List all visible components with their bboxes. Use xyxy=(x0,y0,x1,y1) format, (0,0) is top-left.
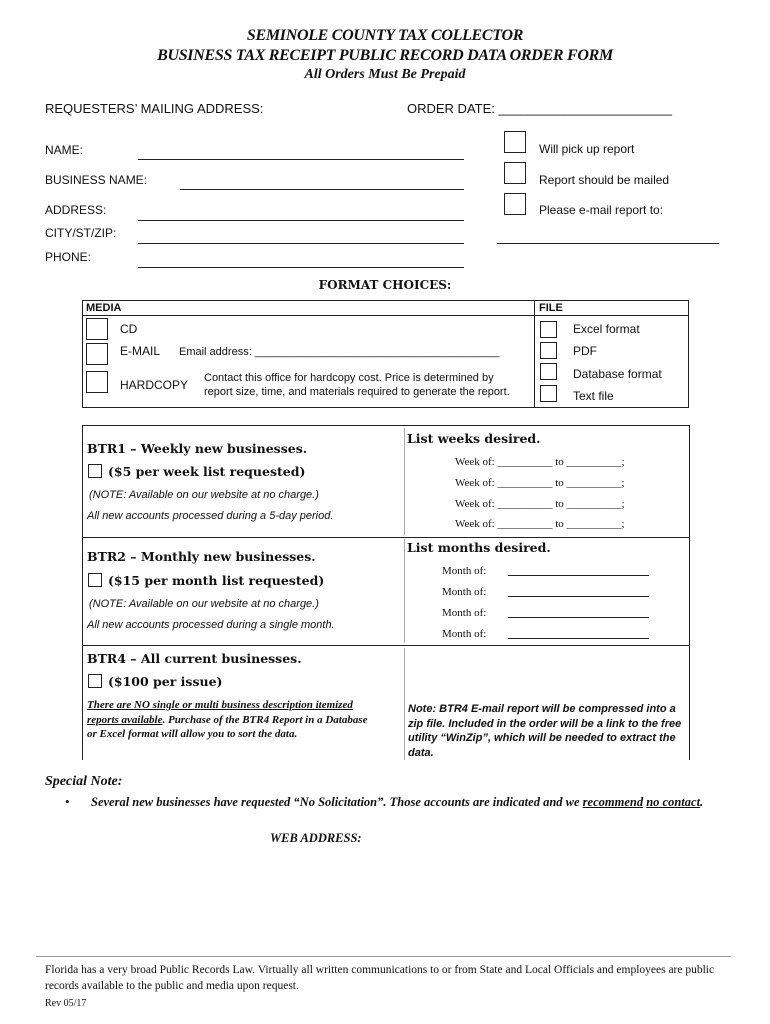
special-note-body: Several new businesses have requested “No Solicitation”. Those accounts are indicated and we xyxy=(91,795,583,809)
excel-label: Excel format xyxy=(573,322,640,336)
pdf-checkbox[interactable] xyxy=(540,342,557,359)
email-media-label: E-MAIL xyxy=(120,344,161,358)
btr1-list-title: List weeks desired. xyxy=(407,431,541,446)
btr-row-divider-1 xyxy=(83,537,689,538)
month-field-1[interactable] xyxy=(508,575,649,576)
hardcopy-label: HARDCOPY xyxy=(120,378,189,392)
btr4-checkbox[interactable] xyxy=(88,674,102,688)
format-choices-title: FORMAT CHOICES: xyxy=(318,278,452,292)
btr1-checkbox[interactable] xyxy=(88,464,102,478)
btr2-period: All new accounts processed during a single month. xyxy=(87,619,335,631)
excel-checkbox[interactable] xyxy=(540,321,557,338)
business-name-label: BUSINESS NAME: xyxy=(45,173,148,187)
special-note-recommend: recommend xyxy=(582,795,644,809)
week-row-4[interactable]: Week of: __________ to __________; xyxy=(455,518,625,530)
web-address-label: WEB ADDRESS: xyxy=(270,831,362,845)
btr1-price: ($5 per week list requested) xyxy=(108,464,306,479)
btr-options-table xyxy=(82,425,690,760)
month-label-4: Month of: xyxy=(442,628,487,640)
email-report-checkbox[interactable] xyxy=(504,193,526,215)
month-label-2: Month of: xyxy=(442,586,487,598)
form-subtitle: All Orders Must Be Prepaid xyxy=(304,67,466,82)
special-note-no-contact: no contact xyxy=(646,795,701,809)
btr4-description-rest: . Purchase of the BTR4 Report in a Database or Excel format will allow you to sort the data. xyxy=(87,713,368,740)
form-title-office: SEMINOLE COUNTY TAX COLLECTOR xyxy=(246,27,524,44)
month-label-1: Month of: xyxy=(442,565,487,577)
btr4-note: Note: BTR4 E-mail report will be compressed into a zip file. Included in the order will be a link to the free utility “WinZip”, which will be needed to extract the data. xyxy=(408,703,682,759)
city-st-zip-label: CITY/ST/ZIP: xyxy=(45,226,117,240)
month-field-2[interactable] xyxy=(508,596,649,597)
btr1-title: BTR1 – Weekly new businesses. xyxy=(87,441,308,456)
btr4-description xyxy=(87,698,377,742)
bullet-icon: • xyxy=(65,794,70,809)
month-field-3[interactable] xyxy=(508,617,649,618)
name-field[interactable] xyxy=(138,159,464,160)
format-choices-table xyxy=(82,300,689,408)
btr2-note: (NOTE: Available on our website at no charge.) xyxy=(89,598,319,610)
email-address-field[interactable]: Email address: ________________________________________ xyxy=(179,346,500,358)
mail-checkbox[interactable] xyxy=(504,162,526,184)
btr2-checkbox[interactable] xyxy=(88,573,102,587)
footer-divider xyxy=(36,956,731,957)
form-title: BUSINESS TAX RECEIPT PUBLIC RECORD DATA ORDER FORM xyxy=(157,47,613,64)
btr4-column-divider xyxy=(404,648,405,760)
btr2-price: ($15 per month list requested) xyxy=(108,573,325,588)
btr1-note: (NOTE: Available on our website at no charge.) xyxy=(89,489,319,501)
media-header: MEDIA xyxy=(86,302,122,314)
week-row-3[interactable]: Week of: __________ to __________; xyxy=(455,498,625,510)
btr2-column-divider xyxy=(404,539,405,643)
btr2-list-title: List months desired. xyxy=(407,540,551,555)
special-note-title: Special Note: xyxy=(45,774,123,789)
pickup-label: Will pick up report xyxy=(539,142,635,156)
btr4-price: ($100 per issue) xyxy=(108,674,223,689)
name-label: NAME: xyxy=(45,143,84,157)
text-file-label: Text file xyxy=(573,389,614,403)
database-checkbox[interactable] xyxy=(540,363,557,380)
month-label-3: Month of: xyxy=(442,607,487,619)
format-header-row xyxy=(83,301,688,316)
pickup-checkbox[interactable] xyxy=(504,131,526,153)
btr1-column-divider xyxy=(404,428,405,535)
btr-row-divider-2 xyxy=(83,645,689,646)
week-row-2[interactable]: Week of: __________ to __________; xyxy=(455,477,625,489)
month-field-4[interactable] xyxy=(508,638,649,639)
cd-checkbox[interactable] xyxy=(86,318,108,340)
hardcopy-note-line1: Contact this office for hardcopy cost. Price is determined by xyxy=(204,372,494,384)
hardcopy-note-line2: report size, time, and materials required to generate the report. xyxy=(204,386,510,398)
pdf-label: PDF xyxy=(573,344,597,358)
week-row-1[interactable]: Week of: __________ to __________; xyxy=(455,456,625,468)
public-records-law-text: Florida has a very broad Public Records Law. Virtually all written communications to or from State and Local Officials and employees are public records available to the public and media upon request. xyxy=(45,964,715,992)
city-st-zip-field[interactable] xyxy=(138,243,464,244)
business-name-field[interactable] xyxy=(180,189,464,190)
btr4-description-underlined: There are NO single or multi business description itemized reports available xyxy=(87,699,353,726)
btr4-title: BTR4 – All current businesses. xyxy=(87,651,302,666)
mail-label: Report should be mailed xyxy=(539,173,670,187)
email-report-label: Please e-mail report to: xyxy=(539,203,664,217)
phone-field[interactable] xyxy=(138,267,464,268)
file-header: FILE xyxy=(539,302,563,314)
btr2-title: BTR2 – Monthly new businesses. xyxy=(87,549,316,564)
address-label: ADDRESS: xyxy=(45,203,107,217)
hardcopy-checkbox[interactable] xyxy=(86,371,108,393)
email-report-address-field[interactable] xyxy=(497,243,719,244)
special-note-end: . xyxy=(700,795,704,809)
btr1-period: All new accounts processed during a 5-day period. xyxy=(87,510,334,522)
mailing-address-label: REQUESTERS’ MAILING ADDRESS: xyxy=(45,101,264,116)
cd-label: CD xyxy=(120,322,138,336)
order-date-field[interactable]: ORDER DATE: ________________________ xyxy=(407,101,673,116)
format-column-divider xyxy=(534,301,535,407)
address-field[interactable] xyxy=(138,220,464,221)
revision-label: Rev 05/17 xyxy=(45,998,87,1009)
special-note-text xyxy=(91,794,721,811)
phone-label: PHONE: xyxy=(45,250,92,264)
text-file-checkbox[interactable] xyxy=(540,385,557,402)
database-label: Database format xyxy=(573,367,662,381)
email-media-checkbox[interactable] xyxy=(86,343,108,365)
